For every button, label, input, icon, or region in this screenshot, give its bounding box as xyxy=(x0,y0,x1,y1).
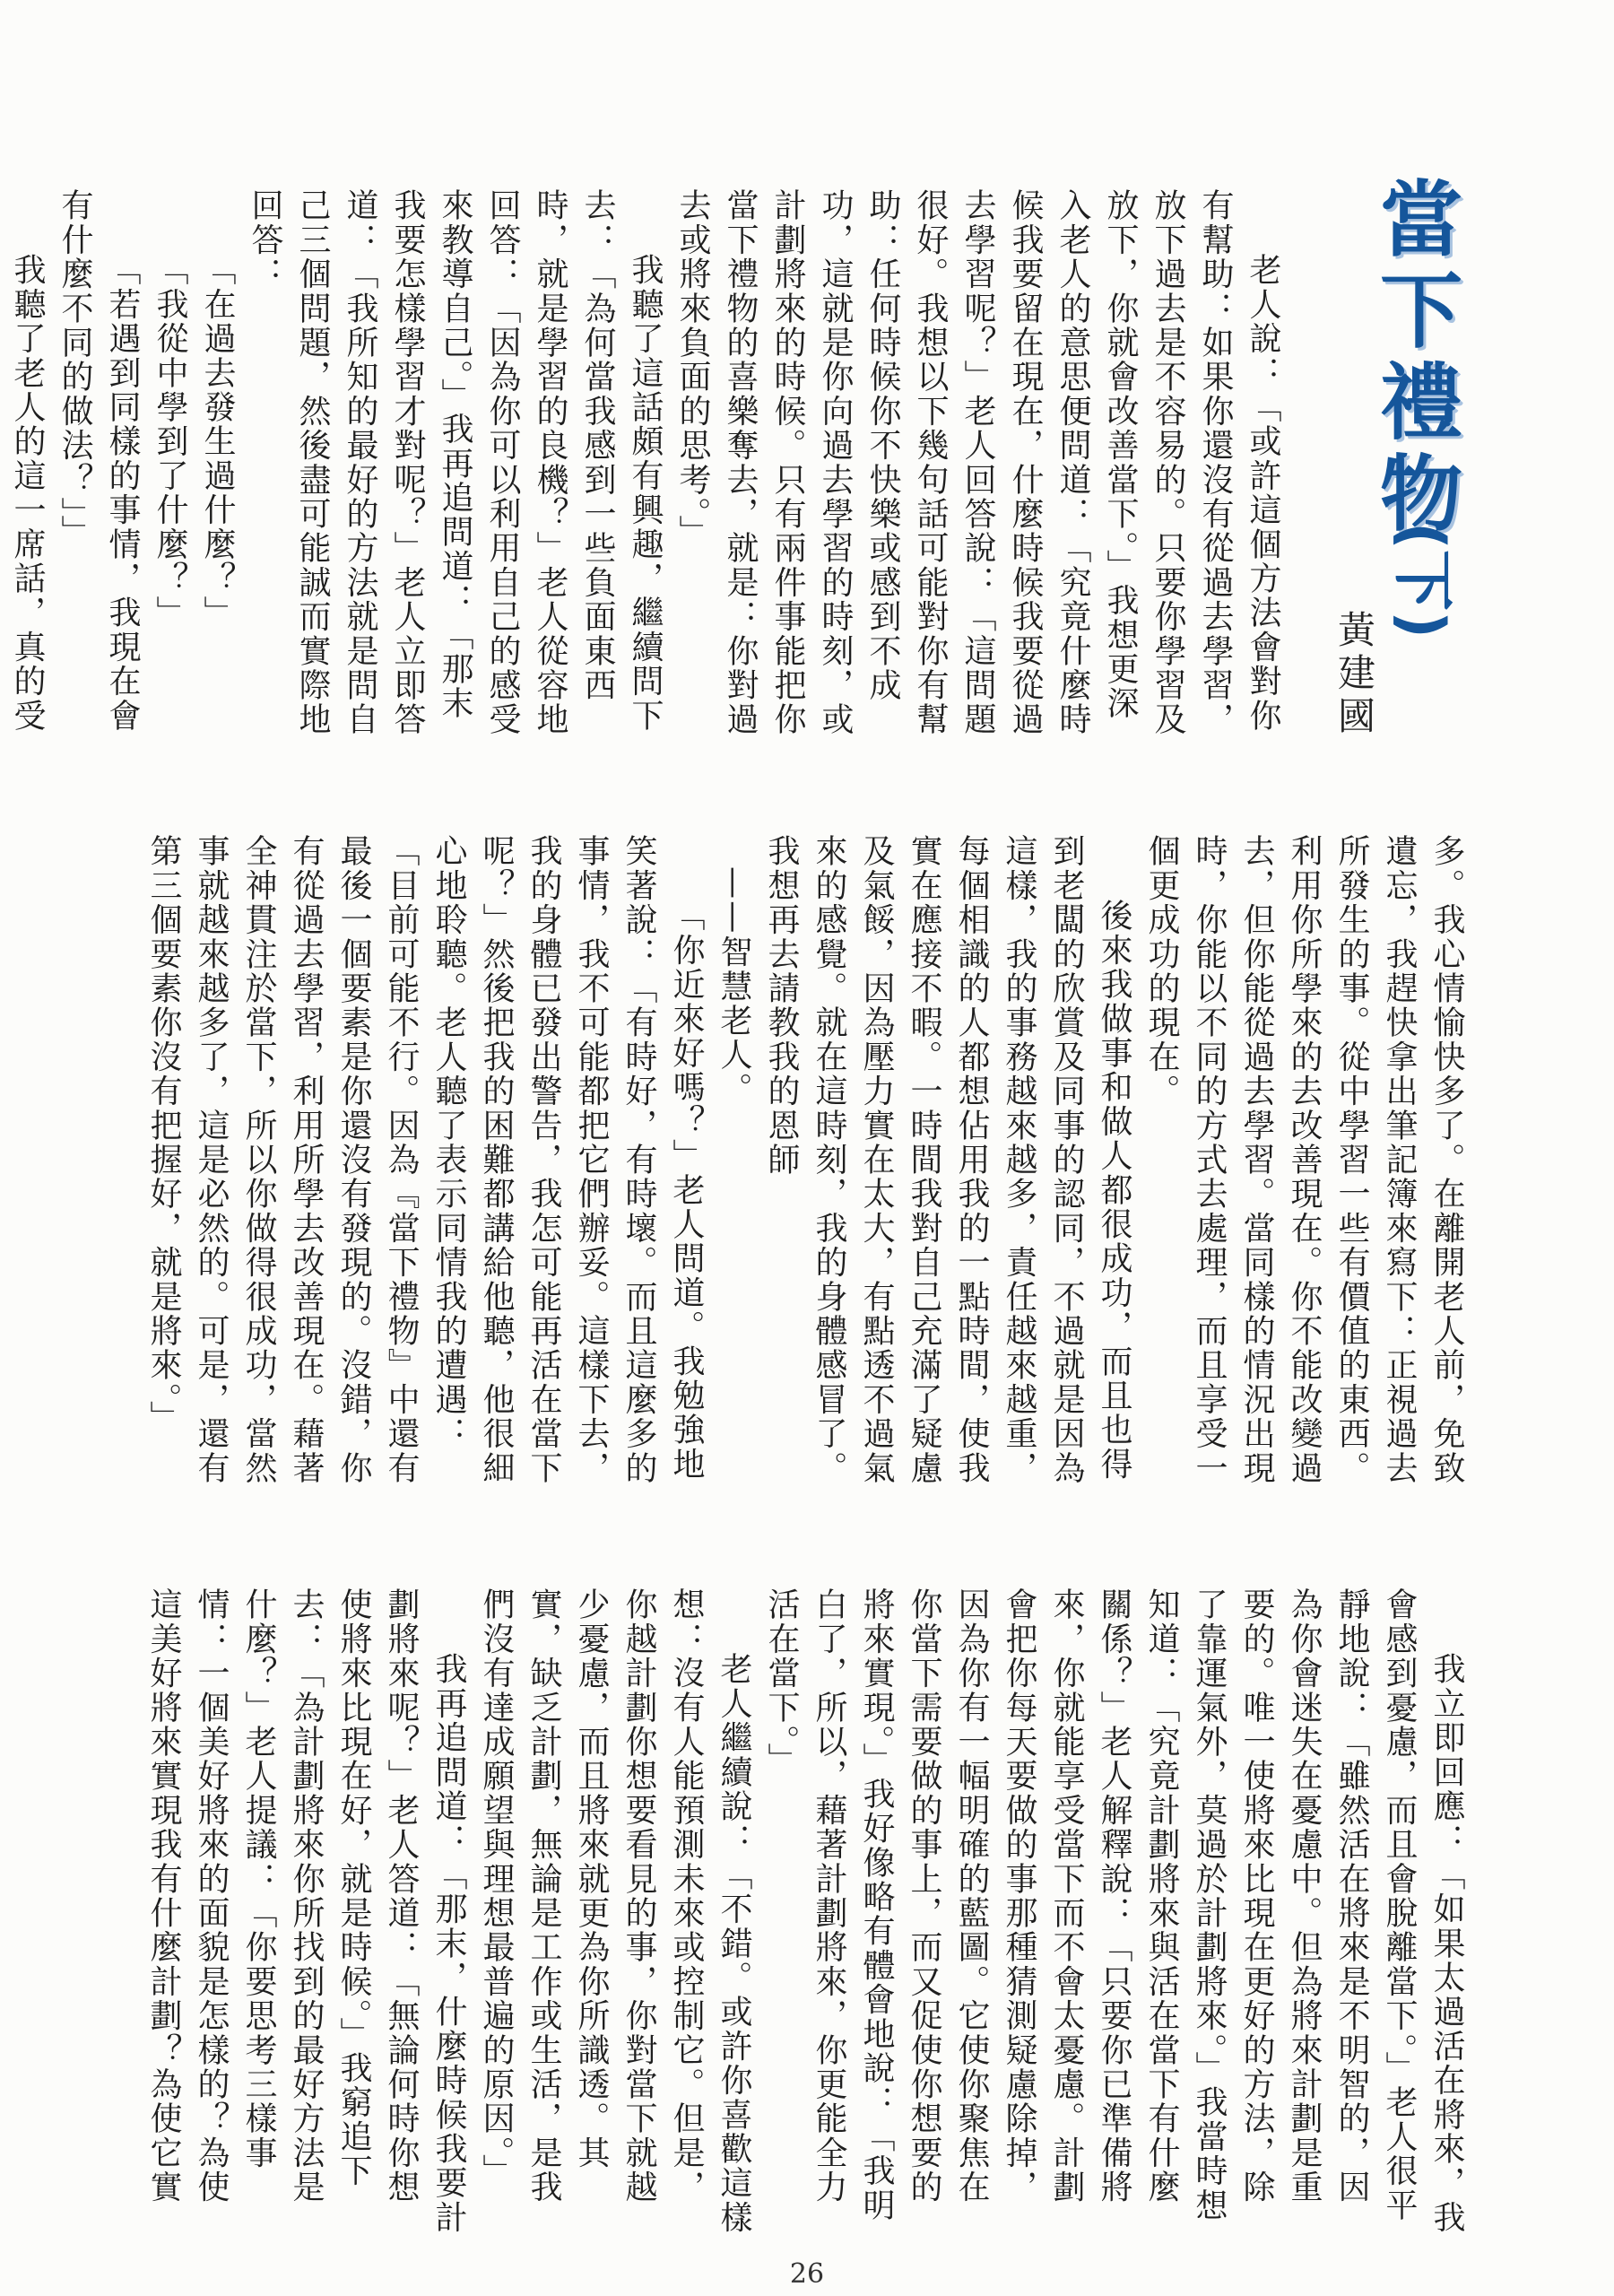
paragraph: 我立即回應：「如果太過活在將來，我會感到憂慮，而且會脫離當下。」老人很平靜地說：「雖然活在將來是不明智的，因為你會迷失在憂慮中。但為將來計劃是重要的。唯一使將來比現在更好的方法，除了靠運氣外，莫過於計劃將來。」我當時想知道：「究竟計劃將來與活在當下有什麼關係？」老人解釋說：「只要你已準備將來，你就能享受當下而不會太憂慮。計劃會把你每天要做的事那種猜測疑慮除掉，因為你有一幅明確的藍圖。它使你聚焦在你當下需要做的事上，而又促使你想要的將來實現。」我好像略有體會地說：「我明白了，所以，藉著計劃將來，你更能全力活在當下。」 xyxy=(763,1587,1465,2235)
title-char: 下 xyxy=(1379,264,1462,360)
page-number: 26 xyxy=(789,2258,825,2290)
paragraph: 我再追問道：「那末，什麼時候我要計劃將來呢？」老人答道：「無論何時你想使將來比現在好，就是時候。」我窮追下去：「為計劃將來你所找到的最好方法是什麼？」老人提議：「你要思考三樣事情：一個美好將來的面貌是怎樣的？為使這美好將來實現我有什麼計劃？為使它實 xyxy=(145,1587,467,2235)
paragraph: 多。我心情愉快多了。在離開老人前，免致遺忘，我趕快拿出筆記簿來寫下：正視過去所發生的事。從中學習一些有價值的東西。利用你所學來的去改善現在。你不能改變過去，但你能從過去學習。當同樣的情況出現時，你能以不同的方式去處理，而且享受一個更成功的現在。 xyxy=(1143,834,1465,1485)
text-column-3 xyxy=(145,1587,1471,2238)
paragraph: 後來我做事和做人都很成功，而且也得到老闆的欣賞及同事的認同，不過就是因為這樣，我的事務越來越多，責任越來越重，每個相識的人都想佔用我的一點時間，使我實在應接不暇。一時間我對自己充滿了疑慮及氣餒，因為壓力實在太大，有點透不過氣來的感覺。就在這時刻，我的身體感冒了。我想再去請教我的恩師 xyxy=(763,834,1132,1485)
article-subtitle: (下) xyxy=(1385,521,1457,639)
paragraph: 老人說：「或許這個方法會對你有幫助：如果你還沒有從過去學習，放下過去是不容易的。只要你學習及放下，你就會改善當下。」我想更深入老人的意思便問道：「究竟什麼時候我要留在現在，什麼時候我要從過去學習呢？」老人回答說：「這問題很好。我想以下幾句話可能對你有幫助：任何時候你不快樂或感到不成功，這就是你向過去學習的時刻，或計劃將來的時候。只有兩件事能把你當下禮物的喜樂奪去，就是：你對過去或將來負面的思考。」 xyxy=(674,188,1281,737)
paragraph: 我聽了老人的這一席話，真的受 xyxy=(9,253,46,733)
paragraph: 我聽了這話頗有興趣，繼續問下去：「為何當我感到一些負面東西時，就是學習的良機？」老人從容地回答：「因為你可以利用自己的感受來教導自己。」我再追問道：「那末我要怎樣學習才對呢？」老人立即答道：「我所知的最好的方法就是問自己三個問題，然後盡可能誠而實際地回答： xyxy=(247,188,664,737)
title-char: 禮 xyxy=(1379,355,1462,451)
article-author: 黃建國 xyxy=(1332,610,1376,739)
author-signature-line: ——智慧老人。 xyxy=(716,866,752,1107)
paragraph: 「你近來好嗎？」老人問道。我勉強地笑著說：「有時好，有時壞。而且這麼多的事情，我不可能都把它們辦妥。這樣下去，我的身體已發出警告，我怎可能再活在當下呢？」然後把我的困難都講給他聽，他很細心地聆聽。老人聽了表示同情我的遭遇：「目前可能不行。因為『當下禮物』中還有最後一個要素是你還沒有發現的。沒錯，你有從過去學習，利用所學去改善現在。藉著全神貫注於當下，所以你做得很成功，當然事就越來越多了，這是必然的。可是，還有第三個要素你沒有把握好，就是將來。」 xyxy=(145,834,705,1485)
text-column-1 xyxy=(9,188,1287,753)
paragraph: 老人繼續說：「不錯。或許你喜歡這樣想：沒有人能預測未來或控制它。但是，你越計劃你想要看見的事，你對當下就越少憂慮，而且將來就更為你所識透。其實，缺乏計劃，無論是工作或生活，是我們沒有達成願望與理想最普遍的原因。」 xyxy=(478,1587,752,2235)
text-column-2 xyxy=(145,834,1471,1502)
title-char: 物 xyxy=(1379,447,1462,543)
paragraph: 「我從中學到了什麼？」 xyxy=(152,253,188,631)
paragraph: 「若遇到同樣的事情，我現在會有什麼不同的做法？」」 xyxy=(56,188,141,733)
title-char: 當 xyxy=(1379,172,1462,268)
paragraph: 「在過去發生過什麼？」 xyxy=(199,253,236,631)
